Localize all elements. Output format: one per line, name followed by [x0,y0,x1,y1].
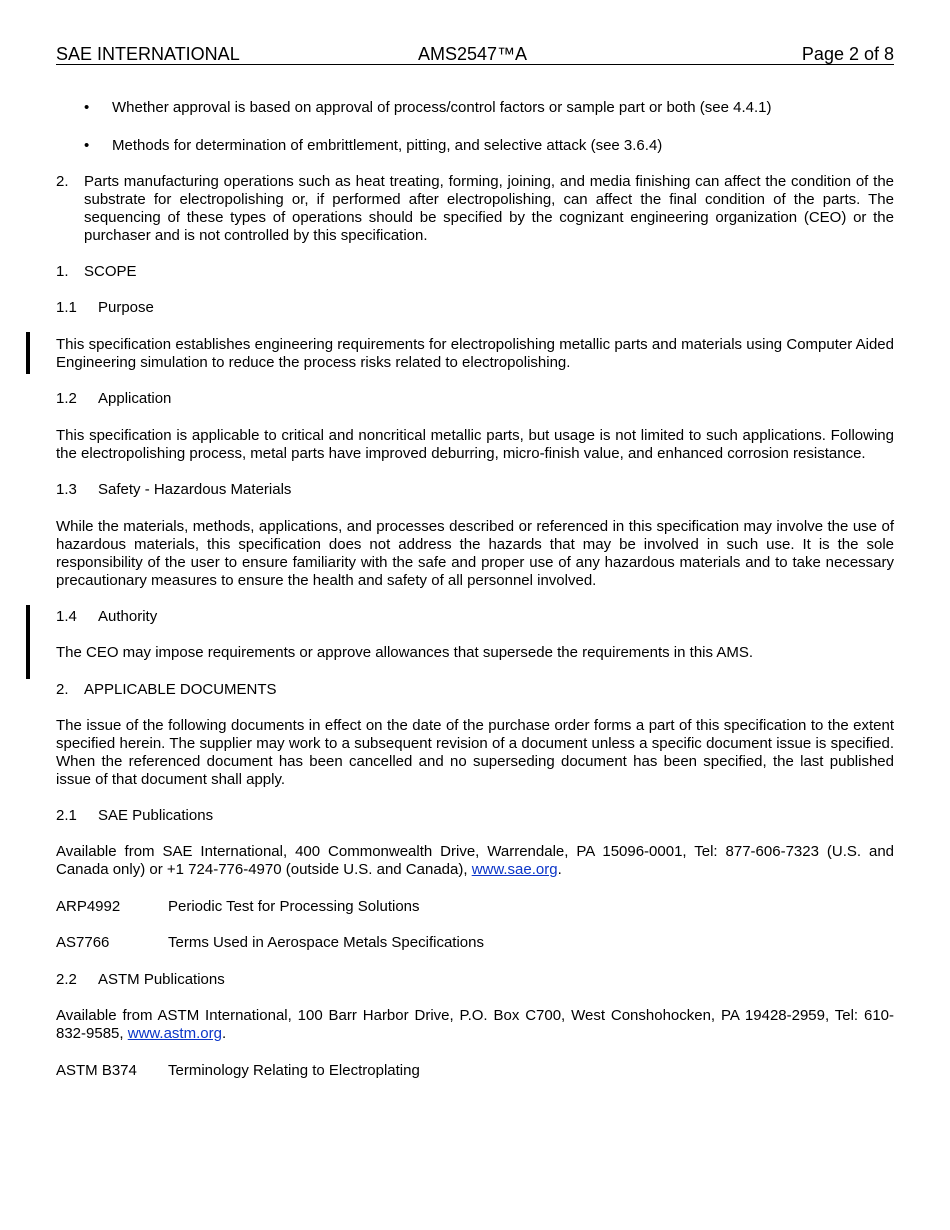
reference-code: ASTM B374 [56,1062,137,1079]
sae-website-link[interactable]: www.sae.org [471,861,558,878]
safety-paragraph: While the materials, methods, applications, and processes described or referenced in this specification may involve the use of hazardous materials, this specification does not address the hazards that may be involved in such use. It is the sole responsibility of the user to ensure familiarity with the safe and proper use of any hazardous materials and to take necessary precautionary measures to ensure the health and safety of all personnel involved. [56,518,894,589]
note-text: Parts manufacturing operations such as heat treating, forming, joining, and media finishing can affect the condition of the substrate for electropolishing or, if performed after electropolishing, can affect the final condition of the parts. The sequencing of these types of operations should be specified by the cognizant engineering organization (CEO) or the purchaser and is not controlled by this specification. [84,173,894,244]
astm-website-link[interactable]: www.astm.org [127,1025,222,1042]
sae-availability-paragraph: Available from SAE International, 400 Commonwealth Drive, Warrendale, PA 15096-0001, Tel: 877-606-7323 (U.S. and Canada only) or +1 724-776-4970 (outside U.S. and Canada), www.sae.org. [56,843,894,878]
reference-title: Terminology Relating to Electroplating [168,1062,420,1079]
change-bar [26,332,30,374]
applicable-documents-paragraph: The issue of the following documents in effect on the date of the purchase order forms a part of this specification to the extent specified herein. The supplier may work to a subsequent revision of a document unless a specific document issue is specified. When the referenced document has been cancelled and no superseding document has been specified, the last published issue of that document shall apply. [56,717,894,788]
header-doc-number: AMS2547™A [418,44,528,64]
note-number: 2. [56,173,69,190]
astm-availability-paragraph: Available from ASTM International, 100 Barr Harbor Drive, P.O. Box C700, West Conshohocken, PA 19428-2959, Tel: 610-832-9585, www.astm.org. [56,1007,894,1042]
change-bar [26,605,30,679]
application-paragraph: This specification is applicable to critical and noncritical metallic parts, but usage is not limited to such applications. Following the electropolishing process, metal parts have improved deburring, micro-finish value, and enhanced corrosion resistance. [56,427,894,462]
reference-title: Periodic Test for Processing Solutions [168,898,420,915]
bullet-icon: • [84,99,90,116]
bullet-icon: • [84,137,90,154]
reference-code: ARP4992 [56,898,121,915]
reference-code: AS7766 [56,934,110,951]
header-org: SAE INTERNATIONAL [56,44,240,64]
page-header [56,44,894,65]
reference-title: Terms Used in Aerospace Metals Specifications [168,934,484,951]
authority-paragraph: The CEO may impose requirements or approve allowances that supersede the requirements in this AMS. [56,644,754,661]
header-page-number: Page 2 of 8 [801,44,894,64]
purpose-paragraph: This specification establishes engineering requirements for electropolishing metallic parts and materials using Computer Aided Engineering simulation to reduce the process risks related to electropolishing. [56,336,894,371]
